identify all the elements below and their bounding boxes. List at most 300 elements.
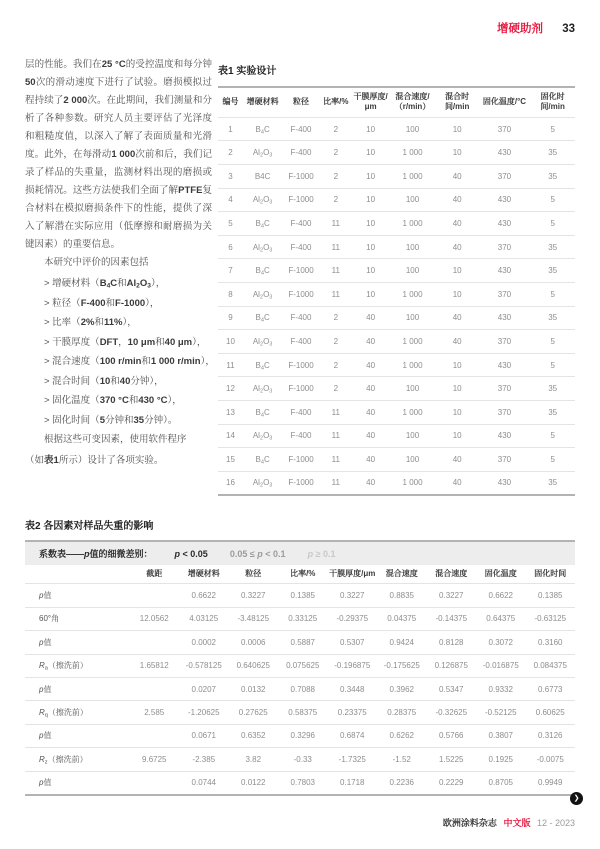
table-row bbox=[218, 471, 575, 495]
cell: 0.7803 bbox=[290, 778, 315, 788]
cell: 100 bbox=[405, 266, 420, 276]
cell: $Al_2O_3$ bbox=[252, 384, 273, 395]
cell: 0.640625 bbox=[236, 661, 270, 671]
column-header: 固化温度 bbox=[484, 569, 517, 578]
cell: 10 bbox=[452, 407, 462, 417]
cell: 0.1385 bbox=[290, 591, 315, 601]
cell: 0.28375 bbox=[387, 708, 417, 718]
cell: 100 bbox=[405, 384, 420, 394]
cell: $B_4C$ bbox=[255, 124, 270, 135]
cell: 0.3160 bbox=[538, 637, 563, 647]
column-header: 粒径 bbox=[245, 569, 262, 578]
cell: 2 bbox=[333, 171, 339, 181]
cell: 0.1385 bbox=[538, 591, 563, 601]
table-row bbox=[218, 353, 575, 377]
cell: 11 bbox=[331, 478, 340, 488]
cell: 0.1718 bbox=[340, 778, 365, 788]
table1-section bbox=[218, 62, 575, 496]
table-row bbox=[218, 188, 575, 212]
cell: 60°角 bbox=[39, 614, 60, 624]
cell: 12 bbox=[226, 384, 235, 394]
cell: 35 bbox=[548, 407, 558, 417]
cell: p值 bbox=[39, 591, 52, 601]
cell: -1.20625 bbox=[187, 708, 220, 718]
cell: F-1000 bbox=[288, 384, 314, 394]
cell: 2 bbox=[333, 360, 339, 370]
cell: p值 bbox=[39, 637, 52, 647]
cell: 40 bbox=[366, 478, 376, 488]
cell: -0.32625 bbox=[435, 708, 468, 718]
bullet-item: > 固化温度（370 °C和430 °C）， bbox=[44, 395, 182, 406]
cell: 100 bbox=[405, 195, 420, 205]
cell: 0.3227 bbox=[340, 591, 365, 601]
table-row bbox=[25, 771, 575, 795]
cell: 1.65812 bbox=[139, 661, 169, 671]
cell: 0.0122 bbox=[241, 778, 266, 788]
column-header: 混合速度 bbox=[435, 569, 468, 578]
cell: 0.5347 bbox=[439, 684, 464, 694]
cell: 0.3962 bbox=[389, 684, 414, 694]
cell: F-400 bbox=[290, 313, 312, 323]
cell: $R_a$（擦洗前） bbox=[39, 661, 88, 672]
paragraph: （如表1所示）设计了各项实验。 bbox=[25, 454, 164, 466]
cell: $R_q$（擦洗前） bbox=[39, 708, 88, 719]
cell: 0.27625 bbox=[238, 708, 268, 718]
cell: 4.03125 bbox=[189, 614, 219, 624]
cell: 5 bbox=[550, 360, 555, 370]
cell: F-400 bbox=[290, 124, 312, 134]
cell: p值 bbox=[39, 778, 52, 788]
header-row bbox=[218, 87, 575, 117]
cell: 430 bbox=[497, 195, 512, 205]
cell: 0.6874 bbox=[340, 731, 365, 741]
cell: F-400 bbox=[290, 336, 312, 346]
legend-item: 0.05 ≤ p < 0.1 bbox=[229, 548, 286, 559]
cell bbox=[130, 677, 180, 700]
cell: 40 bbox=[366, 407, 376, 417]
table-row bbox=[218, 117, 575, 141]
cell: 5 bbox=[550, 218, 555, 228]
cell: 10 bbox=[452, 266, 462, 276]
cell: 370 bbox=[497, 289, 512, 299]
cell: 0.9424 bbox=[389, 637, 414, 647]
cell: 40 bbox=[452, 171, 462, 181]
table2-section bbox=[25, 517, 575, 796]
cell: 11 bbox=[331, 266, 340, 276]
cell: F-1000 bbox=[288, 289, 314, 299]
cell: 10 bbox=[366, 289, 376, 299]
cell: -0.0075 bbox=[536, 754, 564, 764]
cell: 10 bbox=[452, 384, 462, 394]
cell: F-1000 bbox=[288, 478, 314, 488]
cell: 11 bbox=[331, 431, 340, 441]
next-page-icon[interactable]: ❯ bbox=[570, 792, 583, 805]
cell: 0.3296 bbox=[290, 731, 315, 741]
cell: 2 bbox=[333, 124, 339, 134]
column-header: 混合速度/（r/min） bbox=[394, 92, 431, 112]
cell: B4C bbox=[254, 171, 271, 181]
bullet-item: > 固化时间（5分钟和35分钟）。 bbox=[44, 414, 178, 426]
header-row bbox=[25, 565, 575, 584]
cell: 100 bbox=[405, 313, 420, 323]
column-header: 粒径 bbox=[292, 97, 309, 107]
cell: 0.9949 bbox=[538, 778, 563, 788]
page-number: 33 bbox=[562, 23, 575, 35]
cell: 0.04375 bbox=[387, 614, 417, 624]
bullet-item: > 比率（2%和11%）， bbox=[44, 317, 137, 328]
cell: 10 bbox=[366, 266, 376, 276]
table-row bbox=[218, 400, 575, 424]
cell: 5 bbox=[550, 124, 555, 134]
table-row bbox=[218, 377, 575, 401]
cell: -0.33 bbox=[293, 754, 312, 764]
cell: 3 bbox=[228, 171, 233, 181]
cell: $Al_2O_3$ bbox=[252, 478, 273, 489]
cell: 40 bbox=[452, 478, 462, 488]
cell: 0.0132 bbox=[241, 684, 266, 694]
cell: 2 bbox=[228, 148, 233, 158]
cell: 12.0562 bbox=[139, 614, 169, 624]
cell: 40 bbox=[452, 195, 462, 205]
issue-number: 12 - 2023 bbox=[536, 818, 575, 828]
column-header: 截距 bbox=[146, 569, 163, 578]
cell: 11 bbox=[331, 407, 340, 417]
cell: 430 bbox=[497, 431, 512, 441]
table-row bbox=[218, 306, 575, 330]
cell: 35 bbox=[548, 148, 558, 158]
cell: 16 bbox=[226, 478, 235, 488]
table-row bbox=[218, 330, 575, 354]
cell: F-400 bbox=[290, 148, 312, 158]
cell: 370 bbox=[497, 242, 512, 252]
cell: 35 bbox=[548, 313, 558, 323]
cell: F-1000 bbox=[288, 195, 314, 205]
cell: $B_4C$ bbox=[255, 218, 270, 230]
cell: -0.14375 bbox=[435, 614, 468, 624]
cell: -0.175625 bbox=[383, 661, 420, 671]
bullet-item: > 混合时间（10和40分钟）， bbox=[44, 375, 164, 387]
cell: 370 bbox=[497, 336, 512, 346]
cell: 35 bbox=[548, 242, 558, 252]
cell: 2.585 bbox=[144, 708, 165, 718]
cell: 0.6352 bbox=[241, 731, 266, 741]
cell: 0.60625 bbox=[535, 708, 565, 718]
cell: -0.29375 bbox=[336, 614, 369, 624]
cell: 14 bbox=[226, 431, 235, 441]
cell: 0.64375 bbox=[486, 614, 516, 624]
legend-item: p < 0.05 bbox=[174, 548, 208, 559]
cell: $Al_2O_3$ bbox=[252, 242, 273, 253]
cell: 10 bbox=[452, 148, 462, 158]
cell: 0.7088 bbox=[290, 684, 315, 694]
cell: 430 bbox=[497, 148, 512, 158]
journal-name: 欧洲涂料杂志 bbox=[442, 818, 497, 828]
cell: 1 bbox=[228, 124, 233, 134]
cell: 5 bbox=[550, 289, 555, 299]
column-header: 编号 bbox=[222, 97, 239, 107]
cell: 5 bbox=[550, 195, 555, 205]
cell bbox=[130, 584, 180, 607]
table-row bbox=[218, 235, 575, 259]
cell: F-1000 bbox=[288, 454, 314, 464]
cell: 10 bbox=[452, 360, 462, 370]
bullet-item: > 混合速度（100 r/min和1 000 r/min）， bbox=[44, 356, 215, 367]
column-header: 固化温度/°C bbox=[482, 97, 527, 107]
cell: 7 bbox=[228, 266, 233, 276]
cell: 0.8705 bbox=[488, 778, 513, 788]
cell: 10 bbox=[366, 171, 376, 181]
cell: 40 bbox=[366, 313, 376, 323]
cell: 0.3227 bbox=[241, 591, 266, 601]
cell: -2.385 bbox=[192, 754, 216, 764]
cell: 0.3126 bbox=[538, 731, 563, 741]
cell: 0.084375 bbox=[533, 661, 567, 671]
cell: 2 bbox=[333, 384, 339, 394]
cell: -0.63125 bbox=[534, 614, 567, 624]
cell: 11 bbox=[331, 242, 340, 252]
cell: 1 000 bbox=[402, 289, 423, 299]
table-row bbox=[218, 212, 575, 236]
cell: 15 bbox=[226, 454, 235, 464]
cell: -3.48125 bbox=[237, 614, 270, 624]
table-title: 表1 实验设计 bbox=[218, 66, 277, 77]
table-row bbox=[25, 654, 575, 677]
column-header: 固化时间/min bbox=[540, 92, 565, 112]
cell: 1 000 bbox=[402, 478, 423, 488]
cell: 40 bbox=[452, 242, 462, 252]
cell: 11 bbox=[331, 218, 340, 228]
cell: 0.9332 bbox=[488, 684, 513, 694]
table-row bbox=[25, 748, 575, 771]
column-header: 干膜厚度/μm bbox=[329, 569, 376, 578]
cell: $B_4C$ bbox=[255, 360, 270, 371]
table-row bbox=[218, 424, 575, 448]
table-row bbox=[25, 701, 575, 724]
column-header: 增硬材料 bbox=[187, 569, 220, 578]
cell: 0.6622 bbox=[191, 591, 216, 601]
cell: 5 bbox=[550, 336, 555, 346]
cell: 10 bbox=[452, 289, 462, 299]
cell: 35 bbox=[548, 384, 558, 394]
cell: F-400 bbox=[290, 218, 312, 228]
cell: 370 bbox=[497, 171, 512, 181]
cell: 40 bbox=[366, 336, 376, 346]
cell: 0.075625 bbox=[286, 661, 320, 671]
cell: 10 bbox=[366, 148, 376, 158]
cell: 1 000 bbox=[402, 336, 423, 346]
cell: 40 bbox=[452, 336, 462, 346]
cell: 370 bbox=[497, 124, 512, 134]
cell: 5 bbox=[550, 431, 555, 441]
cell: 0.6262 bbox=[389, 731, 414, 741]
cell: 100 bbox=[405, 431, 420, 441]
cell: 1.5225 bbox=[439, 754, 464, 764]
cell: 40 bbox=[366, 384, 376, 394]
cell: 430 bbox=[497, 478, 512, 488]
table-row bbox=[218, 282, 575, 306]
cell: 1 000 bbox=[402, 407, 423, 417]
legend-label: 系数表——p值的细微差别： bbox=[39, 549, 153, 559]
cell: 35 bbox=[548, 171, 558, 181]
column-header: 固化时间 bbox=[534, 569, 567, 578]
column-header: 混合速度 bbox=[385, 569, 418, 578]
cell: 40 bbox=[366, 360, 376, 370]
cell: 100 bbox=[405, 124, 420, 134]
cell: 370 bbox=[497, 384, 512, 394]
experiment-design-table bbox=[218, 86, 575, 496]
bullet-item: > 增硬材料（$B_4C$和$Al_2O_3$）， bbox=[44, 278, 166, 290]
cell: 0.3807 bbox=[488, 731, 513, 741]
cell: 0.3072 bbox=[488, 637, 513, 647]
cell: $B_4C$ bbox=[255, 313, 270, 324]
cell: 1 000 bbox=[402, 218, 423, 228]
cell: 0.6622 bbox=[488, 591, 513, 601]
table-row bbox=[218, 141, 575, 165]
cell bbox=[130, 631, 180, 654]
cell bbox=[130, 724, 180, 747]
paragraph: 本研究中评价的因素包括 bbox=[44, 257, 149, 268]
cell: F-1000 bbox=[288, 171, 314, 181]
cell: 10 bbox=[366, 242, 376, 252]
cell: 0.33125 bbox=[288, 614, 318, 624]
cell: 40 bbox=[366, 431, 376, 441]
table-row bbox=[218, 259, 575, 283]
cell: F-400 bbox=[290, 431, 312, 441]
cell: 0.0744 bbox=[191, 778, 216, 788]
cell: 10 bbox=[366, 195, 376, 205]
cell: 1 000 bbox=[402, 360, 423, 370]
cell: 10 bbox=[226, 336, 235, 346]
cell: 0.2229 bbox=[439, 778, 464, 788]
column-header: 比率/% bbox=[323, 97, 349, 107]
cell: 430 bbox=[497, 266, 512, 276]
cell: 5 bbox=[550, 454, 555, 464]
cell: F-400 bbox=[290, 407, 312, 417]
cell: 10 bbox=[452, 124, 462, 134]
cell: 40 bbox=[452, 313, 462, 323]
table-row bbox=[25, 584, 575, 607]
cell: 430 bbox=[497, 360, 512, 370]
cell: 0.0006 bbox=[241, 637, 266, 647]
cell: 6 bbox=[228, 242, 233, 252]
cell: 430 bbox=[497, 218, 512, 228]
bullet-item: 根据这些可变因素，使用软件程序 bbox=[44, 434, 187, 445]
cell: 11 bbox=[331, 289, 340, 299]
footer bbox=[443, 816, 575, 829]
paragraph: 层的性能。我们在25 °C的受控温度和每分钟50次的滑动速度下进行了试验。磨损模拟过程持续了2 000次。在此期间，我们测量和分析了各种参数。研究人员主要评估了光泽度和粗糙度值，以深入了解了表面质量和光滑度。此外，在每滑动1 000次前和后，我们记录了样品的失重量，监测材料出现的磨损或损耗情况。这些方法使我们全面了解PTFE复合材料在模拟磨损条件下的性能，提供了深入了解潜在实际应用（低摩擦和耐磨损为关键因素）的重要信息。 bbox=[25, 59, 212, 250]
cell: 40 bbox=[452, 454, 462, 464]
cell: $B_4C$ bbox=[255, 266, 270, 277]
cell: 35 bbox=[548, 266, 558, 276]
cell: 40 bbox=[452, 218, 462, 228]
cell: 10 bbox=[366, 218, 376, 228]
cell: F-400 bbox=[290, 242, 312, 252]
cell: 11 bbox=[331, 454, 340, 464]
cell: 40 bbox=[366, 454, 376, 464]
coefficient-legend bbox=[25, 540, 575, 565]
cell: 0.6773 bbox=[538, 684, 563, 694]
cell: 0.1925 bbox=[488, 754, 513, 764]
legend-item: p ≥ 0.1 bbox=[307, 548, 336, 559]
cell: 0.8128 bbox=[439, 637, 464, 647]
cell: 2 bbox=[333, 336, 339, 346]
table-row bbox=[218, 448, 575, 472]
edition-label: 中文版 bbox=[503, 818, 531, 828]
left-column bbox=[25, 56, 215, 470]
cell: -0.196875 bbox=[334, 661, 371, 671]
cell: 370 bbox=[497, 454, 512, 464]
cell: -1.7325 bbox=[338, 754, 366, 764]
cell: 0.0002 bbox=[191, 637, 216, 647]
table-row bbox=[218, 164, 575, 188]
cell: 4 bbox=[228, 195, 233, 205]
cell: -1.52 bbox=[392, 754, 411, 764]
cell: F-1000 bbox=[288, 266, 314, 276]
cell bbox=[130, 771, 180, 795]
cell: 1 000 bbox=[402, 171, 423, 181]
cell: 9.6725 bbox=[142, 754, 167, 764]
cell: $B_4C$ bbox=[255, 454, 270, 466]
table-title: 表2 各因素对样品失重的影响 bbox=[25, 521, 154, 532]
cell: $Al_2O_3$ bbox=[252, 336, 273, 348]
cell: p值 bbox=[39, 731, 52, 741]
cell: $Al_2O_3$ bbox=[252, 289, 273, 301]
cell: 0.0207 bbox=[191, 684, 216, 694]
cell: 3.82 bbox=[245, 754, 262, 764]
table-row bbox=[25, 724, 575, 747]
legend-items bbox=[175, 549, 336, 559]
cell: 35 bbox=[548, 478, 558, 488]
cell: 2 bbox=[333, 148, 339, 158]
cell: 0.5766 bbox=[439, 731, 464, 741]
cell: 8 bbox=[228, 289, 233, 299]
cell: 5 bbox=[228, 218, 233, 228]
cell: 370 bbox=[497, 407, 512, 417]
table-row bbox=[25, 677, 575, 700]
cell: 100 bbox=[405, 454, 420, 464]
column-header: 增硬材料 bbox=[246, 97, 279, 107]
cell: 0.5887 bbox=[290, 637, 315, 647]
cell: $Al_2O_3$ bbox=[252, 431, 273, 442]
section-label: 增硬助剂 bbox=[497, 23, 543, 35]
column-header: 混合时间/min bbox=[444, 92, 470, 112]
cell: $B_4C$ bbox=[255, 407, 270, 419]
cell: 0.58375 bbox=[288, 708, 318, 718]
cell: 10 bbox=[452, 431, 462, 441]
cell: 0.8835 bbox=[389, 591, 414, 601]
cell: -0.578125 bbox=[185, 661, 222, 671]
bullet-item: > 干膜厚度（DFT，10 μm和40 μm）， bbox=[44, 336, 207, 348]
cell: 0.3227 bbox=[439, 591, 464, 601]
cell: 0.3448 bbox=[340, 684, 365, 694]
cell: 10 bbox=[366, 124, 376, 134]
cell: 2 bbox=[333, 195, 339, 205]
cell: -0.52125 bbox=[484, 708, 517, 718]
page-header bbox=[497, 20, 575, 36]
cell: 9 bbox=[228, 313, 233, 323]
column-header: 干膜厚度/μm bbox=[353, 92, 388, 112]
cell: 2 bbox=[333, 313, 339, 323]
bullet-item: > 粒径（F-400和F-1000）， bbox=[44, 297, 160, 309]
table-row bbox=[25, 607, 575, 630]
cell: $Al_2O_3$ bbox=[252, 148, 273, 159]
cell: 13 bbox=[226, 407, 235, 417]
cell: F-1000 bbox=[288, 360, 314, 370]
cell: $Al_2O_3$ bbox=[252, 195, 273, 206]
cell: 0.23375 bbox=[337, 708, 367, 718]
cell: -0.016875 bbox=[482, 661, 519, 671]
cell: 0.5307 bbox=[340, 637, 365, 647]
